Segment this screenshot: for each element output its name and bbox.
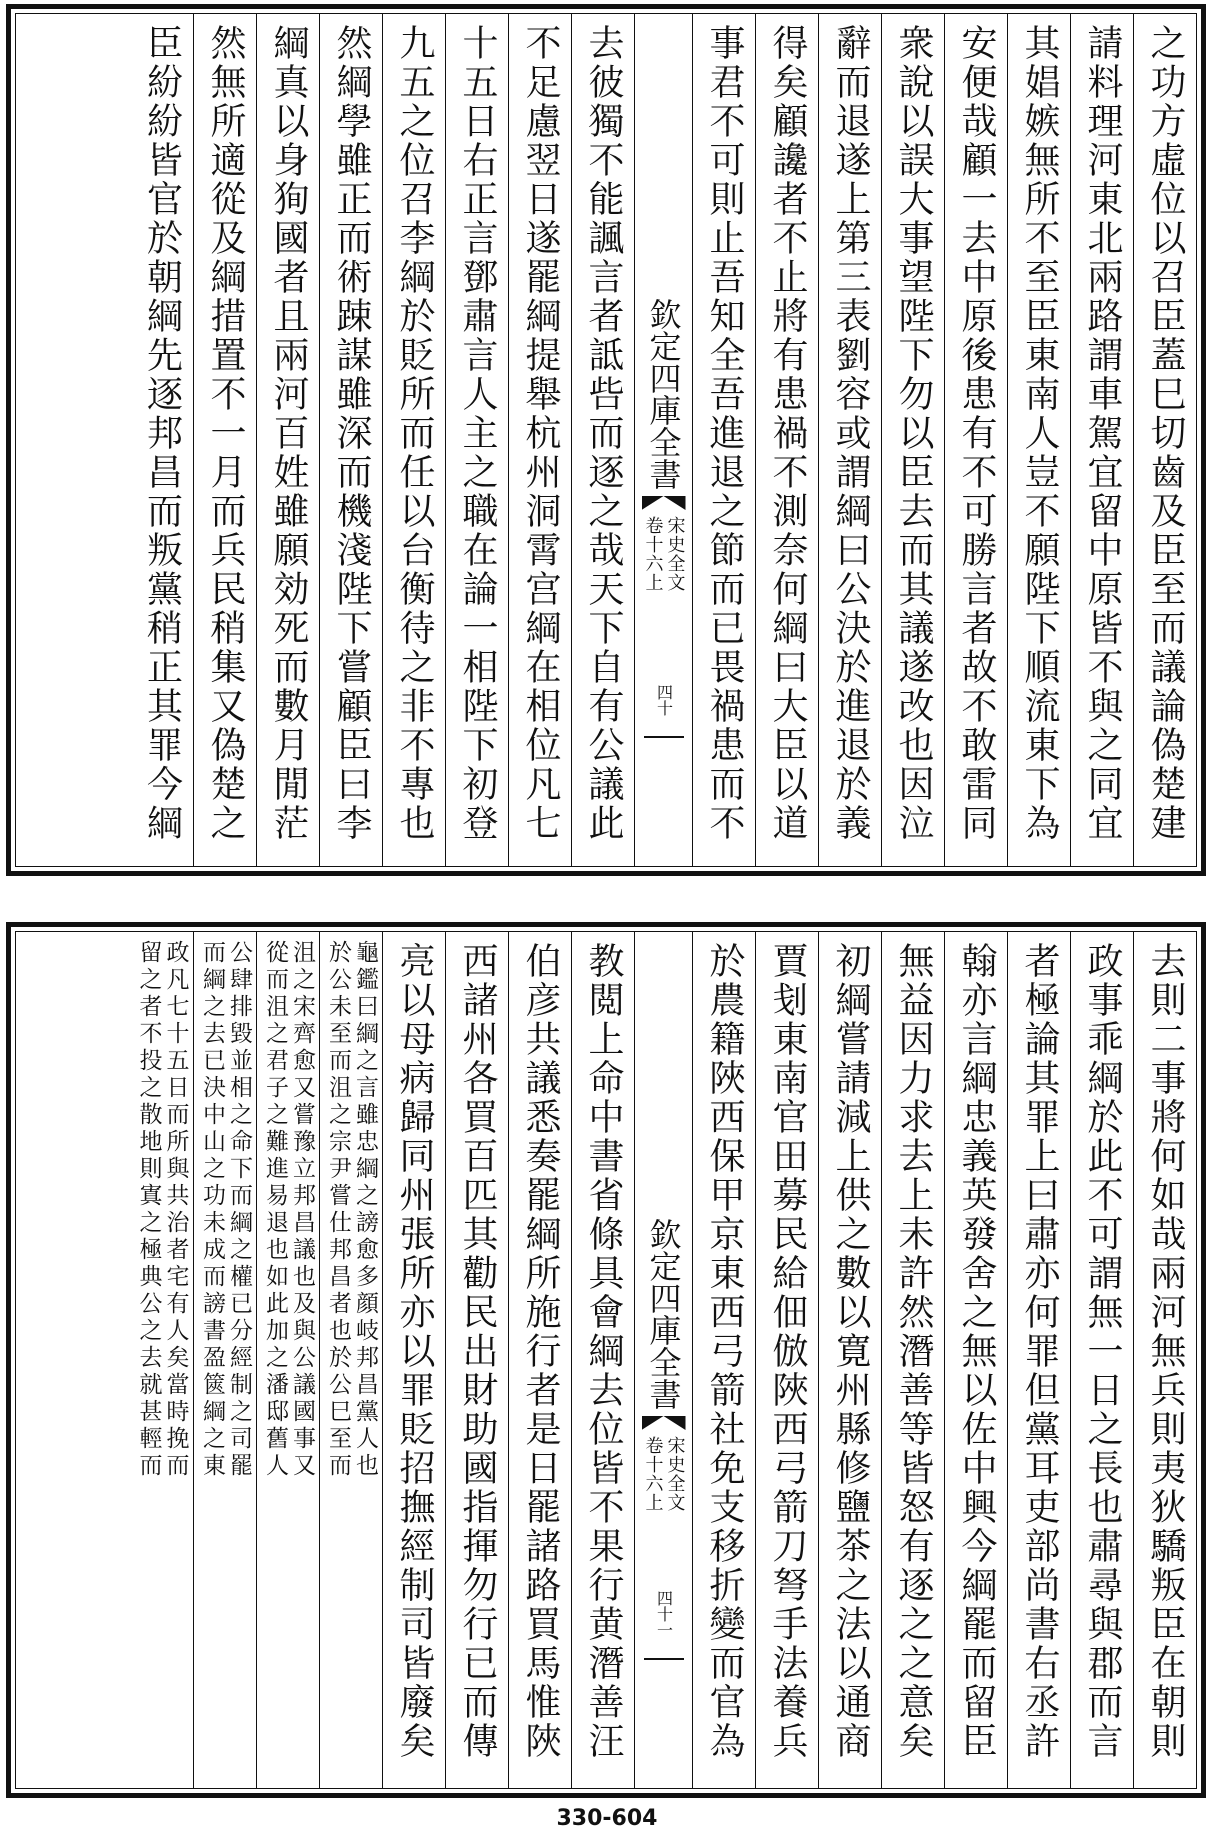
text-column — [1070, 932, 1133, 1788]
text-column — [692, 14, 755, 866]
text-column — [319, 14, 382, 866]
center-title: 欽定四庫全書 — [644, 1218, 683, 1410]
text-column — [1133, 932, 1196, 1788]
text-column — [755, 14, 818, 866]
text-column — [382, 932, 445, 1788]
book-volume: 卷十六上 — [642, 1436, 664, 1512]
column-text: 綱真以身狥國者且兩河百姓雖願効死而數月閒茫 — [268, 24, 309, 843]
text-column — [881, 14, 944, 866]
column-text: 辭而退遂上第三表劉容或謂綱曰公決於進退於義 — [830, 24, 871, 843]
text-column — [944, 932, 1007, 1788]
annotation-pair — [200, 932, 250, 1788]
annotation-column — [130, 932, 193, 1788]
text-column — [1070, 14, 1133, 866]
column-text: 政事乖綱於此不可謂無一日之長也肅尋與郡而言 — [1082, 942, 1123, 1761]
column-text: 西諸州各買百匹其勸民出財助國指揮勿行已而傳 — [457, 942, 498, 1761]
column-text: 於農籍陜西保甲京東西弓箭社免支移折變而官為 — [704, 942, 745, 1761]
center-column — [634, 14, 692, 866]
book-info — [644, 516, 684, 592]
annotation-text: 政凡七十五日而所與共治者宅有人矣當時挽而 — [162, 940, 189, 1480]
text-column — [818, 932, 881, 1788]
annotation-text: 於公未至而沮之宗尹嘗仕邦昌者也於公巳至而 — [325, 940, 351, 1480]
annotation-text: 從而沮之君子之難進易退也如此加之潘邸舊人 — [262, 940, 288, 1480]
top-page-columns — [16, 14, 1196, 866]
text-column — [508, 932, 571, 1788]
annotation-text: 而綱之去已決中山之功未成而謗書盈篋綱之東 — [199, 940, 225, 1480]
column-text: 不足慮翌日遂罷綱提舉杭州洞霄宫綱在相位凡七 — [520, 24, 561, 843]
column-text: 十五日右正言鄧肅言人主之職在論一相陛下初登 — [457, 24, 498, 843]
column-text: 無益因力求去上未許然潛善等皆怒有逐之之意矣 — [893, 942, 934, 1761]
text-column — [1133, 14, 1196, 866]
text-column — [508, 14, 571, 866]
text-column — [755, 932, 818, 1788]
text-column — [382, 14, 445, 866]
column-text: 安便哉顧一去中原後患有不可勝言者故不敢雷同 — [956, 24, 997, 843]
text-column — [881, 932, 944, 1788]
fish-tail-mark — [642, 1416, 686, 1430]
annotation-text: 公肆排毀並相之命下而綱之權已分經制之司罷 — [226, 940, 252, 1480]
text-column — [1007, 14, 1070, 866]
text-column — [256, 14, 319, 866]
book-title: 宋史全文 — [664, 1436, 686, 1512]
column-text: 賈刬東南官田募民給佃倣陜西弓箭刀弩手法養兵 — [767, 942, 808, 1761]
annotation-column — [319, 932, 382, 1788]
text-column — [445, 932, 508, 1788]
text-column — [130, 14, 193, 866]
text-column — [944, 14, 1007, 866]
fish-tail-line — [644, 736, 684, 738]
column-text: 衆說以誤大事望陛下勿以臣去而其議遂改也因泣 — [893, 24, 934, 843]
annotation-column — [256, 932, 319, 1788]
top-page-frame — [15, 13, 1197, 867]
column-text: 去則二事將何如哉兩河無兵則夷狄驕叛臣在朝則 — [1145, 942, 1186, 1761]
book-info — [644, 1436, 684, 1512]
center-column — [634, 932, 692, 1788]
column-text: 亮以母病歸同州張所亦以罪貶招撫經制司皆廢矣 — [394, 942, 435, 1761]
column-text: 事君不可則止吾知全吾進退之節而已畏禍患而不 — [704, 24, 745, 843]
bottom-page — [6, 922, 1206, 1798]
column-text: 翰亦言綱忠義英發舍之無以佐中興今綱罷而留臣 — [956, 942, 997, 1761]
folio-number: 四十一 — [654, 1590, 674, 1638]
column-text: 者極論其罪上曰肅亦何罪但黨耳吏部尚書右丞許 — [1019, 942, 1060, 1761]
text-column — [571, 932, 634, 1788]
column-text: 初綱嘗請減上供之數以寛州縣修鹽茶之法以通商 — [830, 942, 871, 1761]
annotation-text: 留之者不投之散地則寘之極典公之去就甚輕而 — [135, 940, 162, 1480]
text-column — [818, 14, 881, 866]
text-column — [692, 932, 755, 1788]
annotation-pair — [137, 932, 187, 1788]
fish-tail-line — [644, 1658, 684, 1660]
fish-tail-mark — [642, 496, 686, 510]
bottom-page-frame — [15, 931, 1197, 1789]
bottom-page-columns — [16, 932, 1196, 1788]
annotation-pair — [326, 932, 376, 1788]
page-id-footer: 330-604 — [556, 1806, 658, 1831]
column-text: 伯彦共議悉奏罷綱所施行者是日罷諸路買馬惟陜 — [520, 942, 561, 1761]
center-title: 欽定四庫全書 — [644, 298, 683, 490]
text-column — [445, 14, 508, 866]
folio-number: 四十 — [654, 684, 674, 716]
text-column — [571, 14, 634, 866]
column-text: 九五之位召李綱於貶所而任以台衡待之非不專也 — [394, 24, 435, 843]
annotation-column — [193, 932, 256, 1788]
column-text: 然無所適從及綱措置不一月而兵民稍集又偽楚之 — [205, 24, 246, 843]
column-text: 教閲上命中書省條具會綱去位皆不果行黄潛善汪 — [583, 942, 624, 1761]
column-text: 去彼獨不能諷言者詆呰而逐之哉天下自有公議此 — [583, 24, 624, 843]
column-text: 得矣顧讒者不止將有患禍不測奈何綱曰大臣以道 — [767, 24, 808, 843]
column-text: 臣紛紛皆官於朝綱先逐邦昌而叛黨稍正其罪今綱 — [141, 24, 183, 843]
text-column — [193, 14, 256, 866]
column-text: 其娼嫉無所不至臣東南人豈不願陛下順流東下為 — [1019, 24, 1060, 843]
book-volume: 卷十六上 — [642, 516, 664, 592]
annotation-text: 龜鑑曰綱之言雖忠綱之謗愈多顔岐邦昌黨人也 — [352, 940, 378, 1480]
column-text: 然綱學雖正而術踈謀雖深而機淺陛下嘗顧臣曰李 — [331, 24, 372, 843]
annotation-text: 沮之宋齊愈又嘗豫立邦昌議也及與公議國事又 — [289, 940, 315, 1480]
column-text: 之功方虛位以召臣蓋巳切齒及臣至而議論偽楚建 — [1145, 24, 1186, 843]
text-column — [1007, 932, 1070, 1788]
annotation-pair — [263, 932, 313, 1788]
top-page — [6, 4, 1206, 876]
book-title: 宋史全文 — [664, 516, 686, 592]
column-text: 請料理河東北兩路謂車駕宜留中原皆不與之同宜 — [1082, 24, 1123, 843]
